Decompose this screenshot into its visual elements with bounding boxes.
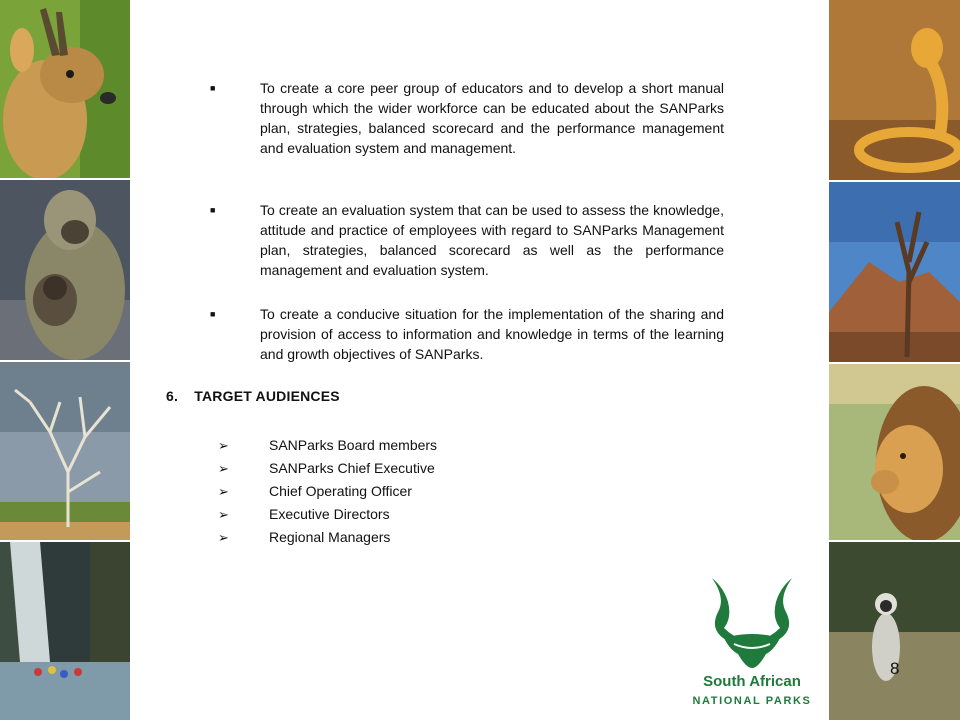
page-number: 8: [890, 659, 900, 678]
audience-label: SANParks Chief Executive: [269, 460, 435, 476]
arrow-bullet-icon: ➢: [218, 484, 229, 499]
list-item: [218, 480, 437, 503]
section-title: TARGET AUDIENCES: [194, 388, 340, 404]
list-item: [218, 434, 437, 457]
arrow-bullet-icon: ➢: [218, 461, 229, 476]
objective-text: To create a conducive situation for the implementation of the sharing and provision of access to information and knowledge in terms of the learning and growth objectives of SANParks.: [260, 306, 724, 362]
square-bullet-icon: ■: [210, 309, 216, 319]
audience-list: [218, 434, 437, 549]
arrow-bullet-icon: ➢: [218, 438, 229, 453]
objective-text: To create an evaluation system that can be used to assess the knowledge, attitude and practice of employees with regard to SANParks Management plan, strategies, balanced scorecard as well as the performance management and evaluation system.: [260, 202, 724, 278]
logo-line-2: NATIONAL PARKS: [692, 695, 812, 707]
left-photo-strip: [0, 0, 130, 720]
section-heading: [166, 388, 340, 404]
list-item: [218, 503, 437, 526]
dead-tree-photo: [0, 362, 130, 540]
arrow-bullet-icon: ➢: [218, 507, 229, 522]
list-item: [218, 526, 437, 549]
objective-text: To create a core peer group of educators and to develop a short manual through which the wider workforce can be educated about the SANParks plan, strategies, balanced scorecard and the performance management and evaluation system and management.: [260, 80, 724, 156]
objective-item: [210, 304, 874, 364]
objective-item: [210, 78, 874, 158]
logo-line-1: South African: [703, 673, 801, 690]
section-number: 6.: [166, 388, 179, 404]
baboon-photo: [0, 180, 130, 360]
square-bullet-icon: ■: [210, 83, 216, 93]
antelope-photo: [0, 0, 130, 178]
audience-label: Regional Managers: [269, 529, 391, 545]
audience-label: SANParks Board members: [269, 437, 438, 453]
audience-label: Executive Directors: [269, 506, 390, 522]
monkey-photo: [829, 542, 960, 720]
list-item: [218, 457, 437, 480]
waterfall-photo: [0, 542, 130, 720]
arrow-bullet-icon: ➢: [218, 530, 229, 545]
lion-photo: [829, 364, 960, 540]
audience-label: Chief Operating Officer: [269, 483, 412, 499]
sanparks-logo: [678, 572, 826, 712]
objective-item: [210, 200, 874, 280]
square-bullet-icon: ■: [210, 205, 216, 215]
